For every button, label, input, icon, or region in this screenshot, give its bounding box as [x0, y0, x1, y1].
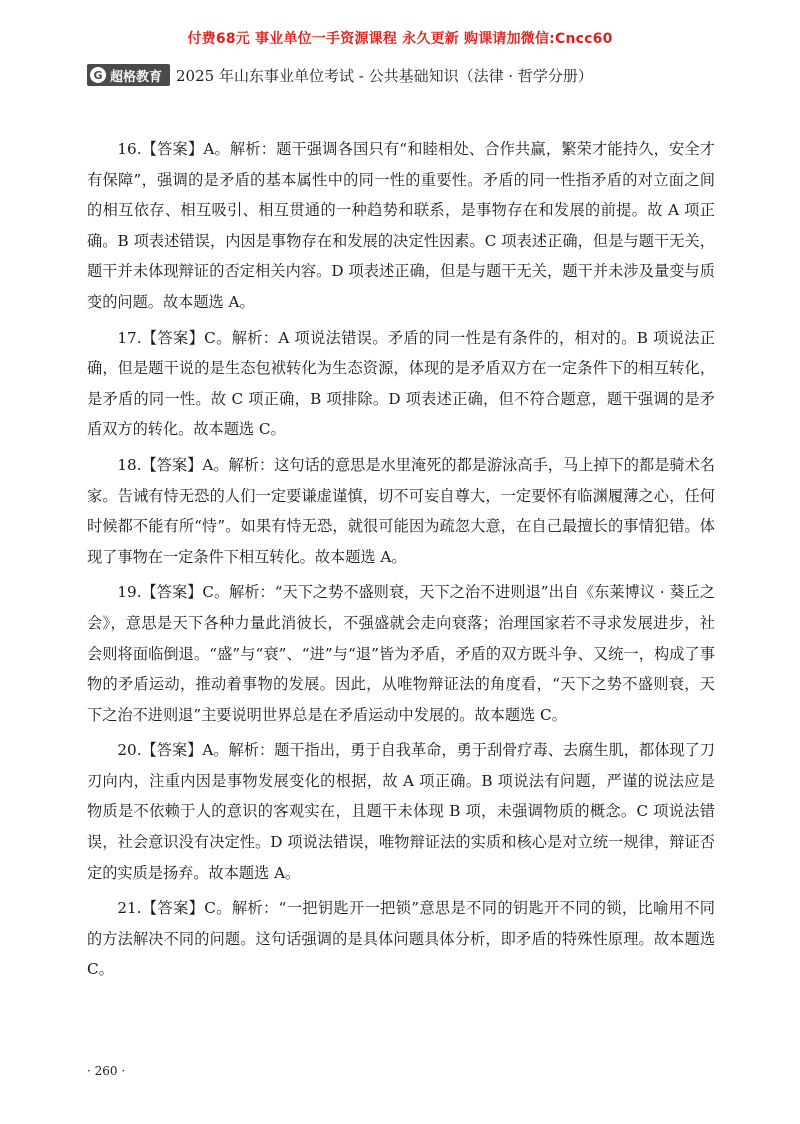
question-number: 16. — [117, 140, 142, 158]
answer-text: 【答案】C。解析：A 项说法错误。矛盾的同一性是有条件的，相对的。B 项说法正确，但是题干说的是生态包袱转化为生态资源，体现的是矛盾双方在一定条件下的相互转化，是矛盾的同一性。故 C 项正确，B 项排除。D 项表述正确，但不符合题意，题干强调的是矛盾双方的转化。故本题选 C。 — [87, 328, 715, 439]
answer-text: 【答案】A。解析：题干强调各国只有“和睦相处、合作共赢，繁荣才能持久，安全才有保障”，强调的是矛盾的基本属性中的同一性的重要性。矛盾的同一性指矛盾的对立面之间的相互依存、相互吸引、相互贯通的一种趋势和联系，是事物存在和发展的前提。故 A 项正确。B 项表述错误，内因是事物存在和发展的决定性因素。C 项表述正确，但是与题干无关，题干并未体现辩证的否定相关内容。D 项表述正确，但是与题干无关，题干并未涉及量变与质变的问题。故本题选 A。 — [87, 140, 715, 311]
answer-list — [87, 134, 715, 990]
answer-item — [87, 577, 715, 730]
answer-item — [87, 735, 715, 888]
question-number: 20. — [117, 741, 142, 760]
question-number: 21. — [117, 899, 142, 918]
answer-item — [87, 323, 715, 445]
page-header — [87, 62, 727, 88]
question-number: 17. — [117, 328, 142, 347]
logo-mark-icon: G — [90, 67, 106, 83]
question-number: 19. — [117, 583, 142, 602]
answer-text: 【答案】C。解析：“一把钥匙开一把锁”意思是不同的钥匙开不同的锁，比喻用不同的方法解决不同的问题。这句话强调的是具体问题具体分析，即矛盾的特殊性原理。故本题选 C。 — [87, 899, 715, 979]
logo-text: 超格教育 — [110, 69, 163, 85]
answer-text: 【答案】C。解析：“天下之势不盛则衰，天下之治不进则退”出自《东莱博议 · 葵丘之会》，意思是天下各种力量此消彼长，不强盛就会走向衰落；治理国家若不寻求发展进步，社会则将面临倒退。“盛”与“衰”、“进”与“退”皆为矛盾，矛盾的双方既斗争、又统一，构成了事物的矛盾运动，推动着事物的发展。因此，从唯物辩证法的角度看，“天下之势不盛则衰，天下之治不进则退”主要说明世界总是在矛盾运动中发展的。故本题选 C。 — [87, 583, 715, 724]
question-number: 18. — [117, 455, 142, 474]
answer-item — [87, 134, 715, 318]
book-title: 2025 年山东事业单位考试 - 公共基础知识（法律 · 哲学分册） — [176, 66, 593, 85]
promo-banner: 付费68元 事业单位一手资源课程 永久更新 购课请加微信:Cncc60 — [187, 31, 613, 47]
publisher-logo — [87, 64, 170, 86]
answer-text: 【答案】A。解析：题干指出，勇于自我革命，勇于刮骨疗毒、去腐生肌，都体现了刀刃向内，注重内因是事物发展变化的根据，故 A 项正确。B 项说法有问题，严谨的说法应是物质是不依赖于人的意识的客观实在，且题干未体现 B 项，未强调物质的概念。C 项说法错误，社会意识没有决定性。D 项说法错误，唯物辩证法的实质和核心是对立统一规律，辩证否定的实质是扬弃。故本题选 A。 — [87, 741, 715, 882]
page-number: · 260 · — [87, 1064, 126, 1078]
answer-item — [87, 893, 715, 985]
answer-text: 【答案】A。解析：这句话的意思是水里淹死的都是游泳高手，马上掉下的都是骑术名家。告诫有恃无恐的人们一定要谦虚谨慎，切不可妄自尊大，一定要怀有临渊履薄之心，任何时候都不能有所“恃”。如果有恃无恐，就很可能因为疏忽大意，在自己最擅长的事情犯错。体现了事物在一定条件下相互转化。故本题选 A。 — [87, 455, 715, 566]
answer-item — [87, 450, 715, 572]
